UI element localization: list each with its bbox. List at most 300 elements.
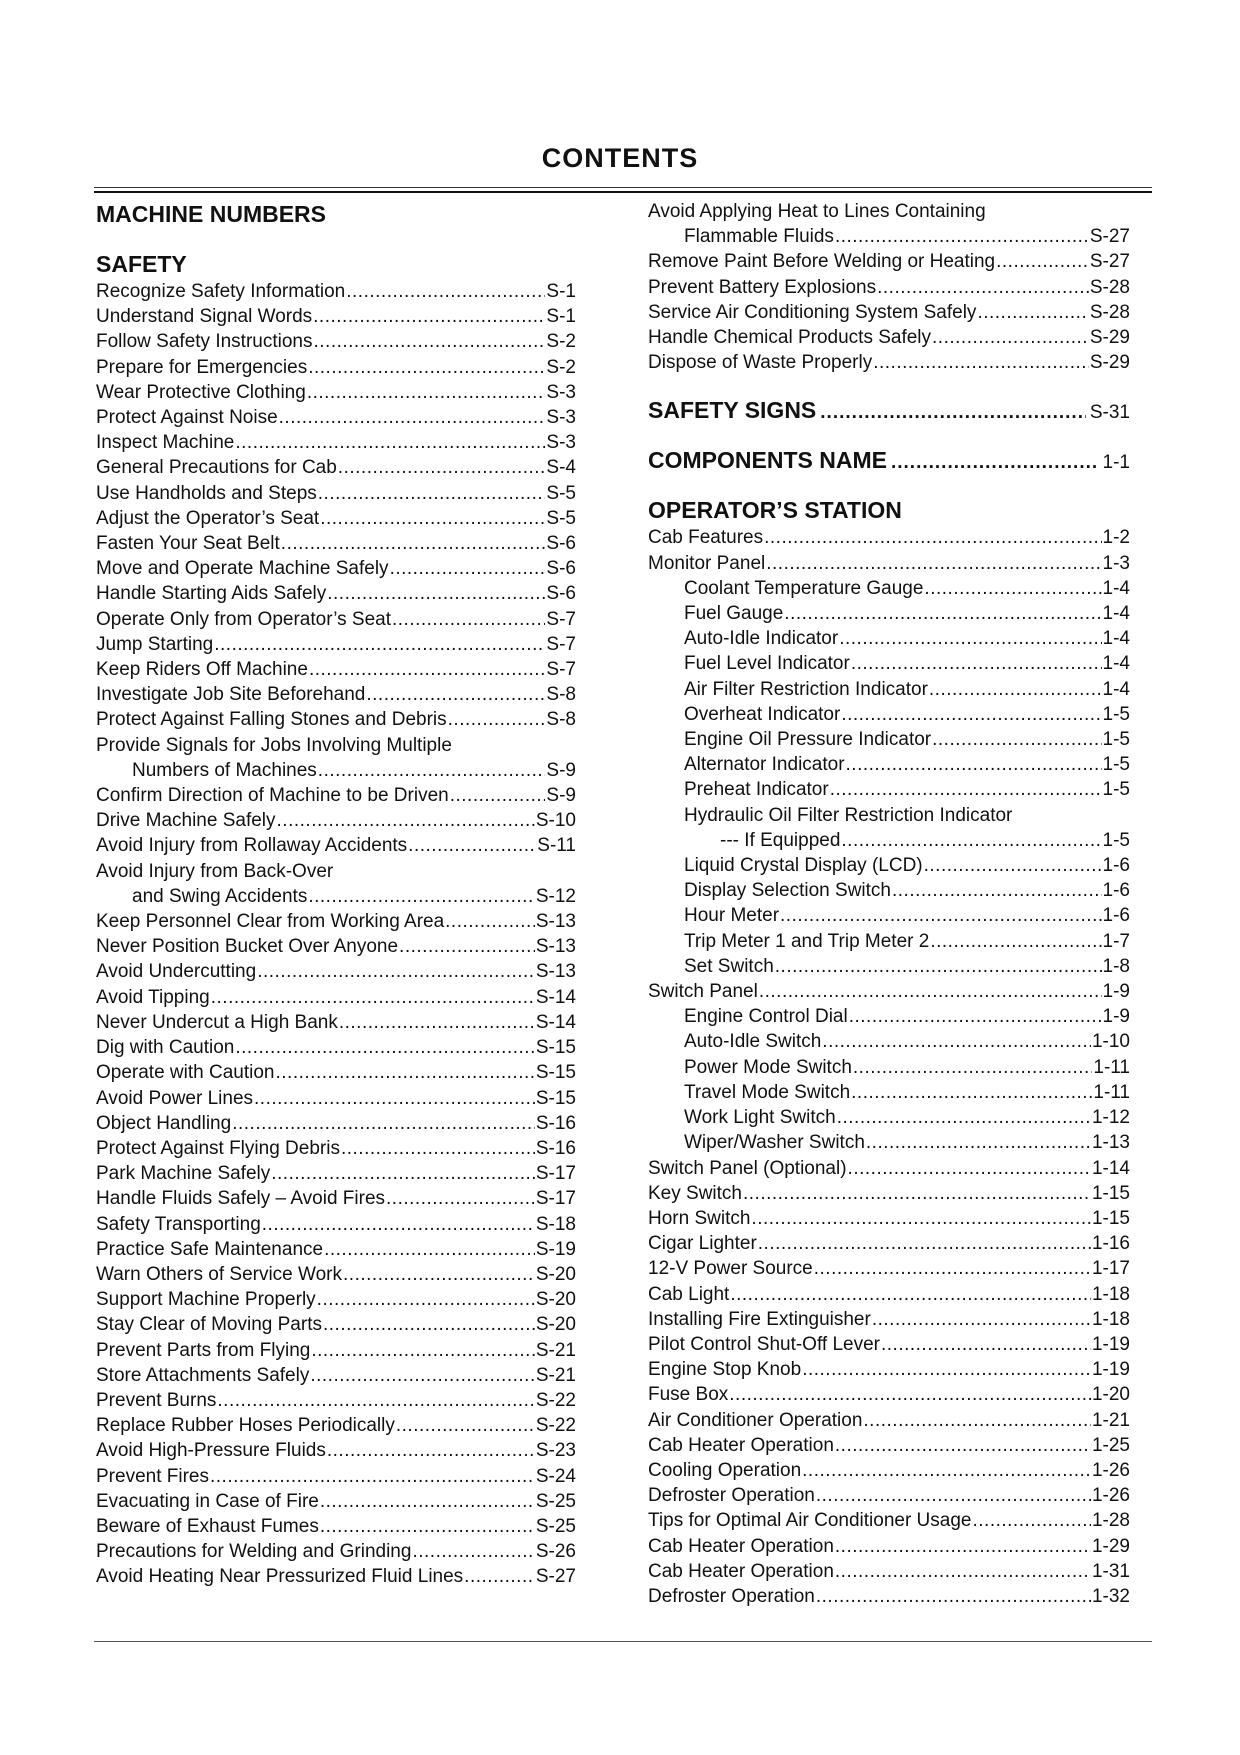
leader-dots	[399, 934, 535, 959]
toc-entry[interactable]	[96, 1287, 576, 1312]
entry-title: Avoid Tipping	[96, 986, 210, 1008]
toc-entry[interactable]	[96, 531, 576, 556]
leader-dots	[313, 304, 545, 329]
leader-dots	[396, 1413, 535, 1438]
page-number: S-7	[546, 659, 576, 681]
page-number: S-29	[1089, 327, 1130, 349]
entry-title: Avoid High-Pressure Fluids	[96, 1440, 326, 1462]
heading-safety[interactable]: SAFETY	[96, 251, 187, 277]
page-number: S-14	[535, 986, 576, 1008]
entry-title: Keep Riders Off Machine	[96, 659, 308, 681]
toc-entry[interactable]	[96, 1539, 576, 1564]
page-number: S-11	[537, 835, 576, 857]
leader-dots	[863, 1408, 1091, 1433]
leader-dots	[327, 581, 545, 606]
page-number: S-13	[535, 911, 576, 933]
page-number: 1-8	[1102, 955, 1130, 977]
page-number: 1-9	[1102, 981, 1130, 1003]
toc-entry[interactable]	[96, 430, 576, 455]
page-number: S-22	[535, 1389, 576, 1411]
entry-title: Cab Heater Operation	[648, 1434, 834, 1456]
entry-title: Operate Only from Operator’s Seat	[96, 608, 391, 630]
toc-entry[interactable]	[648, 551, 1130, 576]
heading-components-name[interactable]	[648, 445, 1130, 475]
entry-title: Park Machine Safely	[96, 1163, 271, 1185]
toc-entry[interactable]	[96, 758, 576, 783]
leader-dots	[802, 1458, 1091, 1483]
leader-dots	[276, 1060, 535, 1085]
toc-entry[interactable]	[96, 355, 576, 380]
page-number: S-15	[535, 1087, 576, 1109]
leader-dots	[872, 1307, 1091, 1332]
page-number: 1-18	[1091, 1283, 1130, 1305]
toc-entry[interactable]	[96, 380, 576, 405]
toc-entry[interactable]	[648, 929, 1130, 954]
leader-dots	[730, 1282, 1091, 1307]
toc-entry[interactable]	[96, 556, 576, 581]
entry-title: Hour Meter	[684, 905, 780, 927]
leader-dots	[814, 1256, 1091, 1281]
entry-title: Numbers of Machines	[132, 759, 317, 781]
toc-entry[interactable]	[96, 1237, 576, 1262]
page-number: S-24	[535, 1465, 576, 1487]
page-number: S-1	[546, 306, 576, 328]
entry-title: Engine Oil Pressure Indicator	[684, 729, 932, 751]
toc-entry[interactable]	[96, 1363, 576, 1388]
toc-entry[interactable]	[648, 576, 1130, 601]
toc-entry[interactable]	[648, 677, 1130, 702]
entry-title: Horn Switch	[648, 1207, 751, 1229]
entry-title: Protect Against Falling Stones and Debris	[96, 709, 447, 731]
leader-dots	[232, 1111, 535, 1136]
toc-entry[interactable]	[96, 304, 576, 329]
leader-dots	[408, 833, 536, 858]
page-number: S-6	[546, 533, 576, 555]
toc-entry[interactable]	[648, 1256, 1130, 1281]
page-number: S-1	[546, 281, 576, 302]
toc-entry[interactable]	[96, 1010, 576, 1035]
entry-title: Pilot Control Shut-Off Lever	[648, 1333, 880, 1355]
leader-dots	[780, 903, 1102, 928]
page-number: 1-21	[1091, 1409, 1130, 1431]
entry-title: Engine Control Dial	[684, 1006, 848, 1028]
toc-entry[interactable]	[96, 1060, 576, 1085]
page-number: 1-20	[1091, 1384, 1130, 1406]
page-number: S-25	[535, 1490, 576, 1512]
toc-entry[interactable]	[96, 1388, 576, 1413]
leader-dots	[412, 1539, 534, 1564]
leader-dots	[835, 1559, 1091, 1584]
entry-title: Prevent Parts from Flying	[96, 1339, 311, 1361]
toc-entry[interactable]: Avoid Injury from Back-Over	[96, 860, 334, 882]
toc-entry[interactable]	[648, 903, 1130, 928]
toc-entry[interactable]	[96, 682, 576, 707]
toc-entry[interactable]	[648, 1332, 1130, 1357]
toc-entry[interactable]	[648, 1080, 1130, 1105]
entry-title: Recognize Safety Information	[96, 281, 346, 302]
leader-dots	[816, 1584, 1091, 1609]
page-number: 1-5	[1102, 779, 1130, 801]
toc-entry[interactable]	[96, 329, 576, 354]
toc-entry[interactable]	[96, 506, 576, 531]
entry-title: Fuse Box	[648, 1384, 729, 1406]
leader-dots	[311, 1338, 535, 1363]
entry-title: Power Mode Switch	[684, 1056, 852, 1078]
entry-title: Investigate Job Site Beforehand	[96, 684, 366, 706]
toc-entry[interactable]: Hydraulic Oil Filter Restriction Indicator	[684, 804, 1013, 826]
page-number: S-19	[535, 1238, 576, 1260]
page-number: S-12	[535, 885, 576, 907]
page-number: S-26	[535, 1541, 576, 1563]
page-number: S-5	[546, 482, 576, 504]
entry-title: Remove Paint Before Welding or Heating	[648, 251, 996, 273]
entry-title: Dispose of Waste Properly	[648, 352, 873, 374]
toc-entry[interactable]	[648, 651, 1130, 676]
leader-dots	[320, 1489, 535, 1514]
leader-dots	[932, 325, 1089, 350]
toc-entry[interactable]	[96, 707, 576, 732]
toc-entry[interactable]	[648, 1029, 1130, 1054]
toc-entry[interactable]	[648, 350, 1130, 375]
toc-entry[interactable]	[96, 1564, 576, 1589]
entry-title: Keep Personnel Clear from Working Area	[96, 911, 445, 933]
toc-entry[interactable]	[648, 1508, 1130, 1533]
toc-entry[interactable]	[96, 1136, 576, 1161]
toc-entry[interactable]	[648, 1004, 1130, 1029]
page-number: S-16	[535, 1112, 576, 1134]
leader-dots	[766, 551, 1101, 576]
operators-station-entry-list	[648, 525, 1130, 1609]
leader-dots	[313, 329, 545, 354]
page-number: S-31	[1089, 402, 1130, 424]
leader-dots	[837, 1105, 1091, 1130]
entry-title: Adjust the Operator’s Seat	[96, 507, 320, 529]
page-number: 1-26	[1091, 1485, 1130, 1507]
leader-dots	[366, 682, 545, 707]
toc-entry[interactable]	[648, 702, 1130, 727]
page-number: S-28	[1089, 301, 1130, 323]
toc-entry[interactable]	[96, 581, 576, 606]
page-number: 1-29	[1091, 1535, 1130, 1557]
heading-operators-station[interactable]: OPERATOR’S STATION	[648, 497, 902, 524]
leader-dots	[802, 1357, 1091, 1382]
entry-title: Wiper/Washer Switch	[684, 1132, 865, 1154]
toc-entry[interactable]	[648, 1282, 1130, 1307]
toc-entry[interactable]	[648, 1433, 1130, 1458]
entry-title: Cab Heater Operation	[648, 1560, 834, 1582]
toc-entry[interactable]	[96, 1212, 576, 1237]
safety-entry-list	[96, 279, 576, 1590]
page-number: 1-17	[1091, 1258, 1130, 1280]
leader-dots	[279, 405, 546, 430]
entry-title: Set Switch	[684, 955, 774, 977]
entry-title: 12-V Power Source	[648, 1258, 813, 1280]
toc-entry[interactable]	[96, 1086, 576, 1111]
page-number: 1-5	[1102, 829, 1130, 851]
toc-entry[interactable]	[648, 752, 1130, 777]
toc-entry[interactable]	[96, 1338, 576, 1363]
entry-title: Replace Rubber Hoses Periodically	[96, 1415, 395, 1437]
page-number: S-3	[546, 407, 576, 429]
entry-title: Cab Heater Operation	[648, 1535, 834, 1557]
page-number: S-10	[535, 810, 576, 832]
entry-title: Work Light Switch	[684, 1107, 836, 1129]
leader-dots	[217, 1388, 534, 1413]
toc-entry[interactable]	[648, 954, 1130, 979]
toc-entry[interactable]	[96, 985, 576, 1010]
leader-dots	[235, 1035, 535, 1060]
entry-title: Move and Operate Machine Safely	[96, 558, 389, 580]
entry-title: Never Undercut a High Bank	[96, 1011, 338, 1033]
entry-title: Support Machine Properly	[96, 1289, 316, 1311]
toc-entry[interactable]	[648, 1382, 1130, 1407]
toc-entry[interactable]	[648, 249, 1130, 274]
footer-rule	[94, 1641, 1152, 1642]
toc-entry[interactable]	[96, 657, 576, 682]
page-number: S-17	[535, 1188, 576, 1210]
entry-title: Overheat Indicator	[684, 703, 841, 725]
toc-entry[interactable]	[648, 1105, 1130, 1130]
page-number: S-6	[546, 558, 576, 580]
leader-dots	[346, 279, 545, 304]
entry-title: Handle Chemical Products Safely	[648, 327, 932, 349]
toc-entry[interactable]	[96, 1438, 576, 1463]
toc-entry[interactable]	[648, 1156, 1130, 1181]
leader-dots	[343, 1262, 535, 1287]
toc-entry[interactable]	[96, 934, 576, 959]
toc-entry[interactable]	[648, 1055, 1130, 1080]
toc-entry[interactable]	[648, 1206, 1130, 1231]
toc-entry[interactable]	[648, 1231, 1130, 1256]
toc-entry[interactable]	[96, 1035, 576, 1060]
leader-dots	[339, 1010, 535, 1035]
toc-entry[interactable]	[96, 1312, 576, 1337]
leader-dots	[386, 1186, 535, 1211]
entry-title: Handle Starting Aids Safely	[96, 583, 327, 605]
page-number: 1-5	[1102, 754, 1130, 776]
toc-entry[interactable]	[648, 878, 1130, 903]
page-number: S-23	[535, 1440, 576, 1462]
leader-dots	[835, 1534, 1091, 1559]
page-number: 1-18	[1091, 1308, 1130, 1330]
page-number: S-15	[535, 1062, 576, 1084]
page-number: S-3	[546, 432, 576, 454]
page-number: S-22	[535, 1415, 576, 1437]
page-number: 1-1	[1102, 452, 1130, 474]
toc-entry[interactable]	[648, 1408, 1130, 1433]
leader-dots	[820, 402, 1086, 424]
page-number: 1-19	[1091, 1359, 1130, 1381]
entry-title: Use Handholds and Steps	[96, 482, 317, 504]
entry-title: Drive Machine Safely	[96, 810, 276, 832]
toc-entry[interactable]	[96, 481, 576, 506]
toc-entry[interactable]	[96, 833, 576, 858]
leader-dots	[758, 1231, 1091, 1256]
entry-title: Protect Against Flying Debris	[96, 1137, 340, 1159]
toc-entry[interactable]: Provide Signals for Jobs Involving Multiple	[96, 734, 452, 756]
toc-entry[interactable]	[96, 1464, 576, 1489]
toc-entry[interactable]	[96, 1186, 576, 1211]
leader-dots	[341, 1136, 535, 1161]
toc-entry[interactable]	[648, 1483, 1130, 1508]
page-number: S-27	[535, 1566, 576, 1588]
toc-entry[interactable]	[648, 224, 1130, 249]
toc-entry[interactable]	[648, 1559, 1130, 1584]
page-number: S-8	[546, 684, 576, 706]
leader-dots	[324, 1237, 535, 1262]
toc-entry[interactable]	[648, 601, 1130, 626]
entry-title: Tips for Optimal Air Conditioner Usage	[648, 1510, 972, 1532]
entry-title: Stay Clear of Moving Parts	[96, 1314, 322, 1336]
page-number: 1-15	[1091, 1207, 1130, 1229]
leader-dots	[307, 380, 546, 405]
entry-title: Cab Light	[648, 1283, 730, 1305]
toc-entry[interactable]	[96, 808, 576, 833]
toc-entry[interactable]	[648, 1458, 1130, 1483]
toc-entry[interactable]	[648, 828, 1130, 853]
leader-dots	[254, 1086, 535, 1111]
entry-title: Precautions for Welding and Grinding	[96, 1541, 412, 1563]
leader-dots	[996, 249, 1089, 274]
toc-entry[interactable]	[648, 727, 1130, 752]
toc-entry[interactable]	[96, 783, 576, 808]
leader-dots	[835, 224, 1089, 249]
leader-dots	[866, 1130, 1091, 1155]
leader-dots	[320, 1514, 535, 1539]
toc-entry[interactable]	[96, 1111, 576, 1136]
page-number: 1-11	[1093, 1056, 1130, 1078]
leader-dots	[308, 355, 545, 380]
entry-title: Display Selection Switch	[684, 880, 891, 902]
leader-dots	[262, 1212, 535, 1237]
toc-entry[interactable]	[648, 979, 1130, 1004]
entry-title: Trip Meter 1 and Trip Meter 2	[684, 930, 930, 952]
toc-entry[interactable]	[96, 1262, 576, 1287]
entry-title: Defroster Operation	[648, 1585, 815, 1607]
leader-dots	[257, 959, 535, 984]
leader-dots	[881, 1332, 1091, 1357]
page-number: S-20	[535, 1289, 576, 1311]
toc-entry[interactable]	[648, 1181, 1130, 1206]
page-number: S-25	[535, 1515, 576, 1537]
toc-entry[interactable]	[648, 777, 1130, 802]
page-number: 1-13	[1091, 1132, 1130, 1154]
leader-dots	[309, 657, 545, 682]
toc-entry[interactable]	[96, 959, 576, 984]
entry-title: Safety Transporting	[96, 1213, 261, 1235]
toc-entry[interactable]	[96, 1489, 576, 1514]
entry-title: Avoid Injury from Rollaway Accidents	[96, 835, 408, 857]
leader-dots	[317, 1287, 535, 1312]
leader-dots	[281, 531, 546, 556]
toc-entry[interactable]	[96, 909, 576, 934]
toc-entry[interactable]	[648, 1534, 1130, 1559]
leader-dots	[924, 576, 1101, 601]
toc-entry[interactable]	[648, 525, 1130, 550]
page-number: S-13	[535, 936, 576, 958]
toc-entry[interactable]	[648, 626, 1130, 651]
toc-entry[interactable]	[96, 607, 576, 632]
entry-title: Wear Protective Clothing	[96, 381, 306, 403]
toc-entry[interactable]	[96, 1161, 576, 1186]
page-number: S-13	[535, 961, 576, 983]
toc-entry[interactable]	[648, 1357, 1130, 1382]
entry-title: Monitor Panel	[648, 552, 766, 574]
entry-title: Alternator Indicator	[684, 754, 845, 776]
entry-title: Cigar Lighter	[648, 1233, 757, 1255]
toc-entry[interactable]	[96, 1413, 576, 1438]
toc-entry[interactable]	[96, 1514, 576, 1539]
toc-entry[interactable]	[648, 1130, 1130, 1155]
leader-dots	[210, 1464, 535, 1489]
toc-entry[interactable]	[648, 325, 1130, 350]
entry-title: Travel Mode Switch	[684, 1081, 851, 1103]
toc-entry[interactable]	[96, 279, 576, 304]
page-number: S-8	[546, 709, 576, 731]
leader-dots	[851, 1080, 1092, 1105]
leader-dots	[445, 909, 535, 934]
leader-dots	[846, 752, 1102, 777]
page-number: 1-4	[1102, 628, 1130, 650]
leader-dots	[277, 808, 535, 833]
entry-title: Dig with Caution	[96, 1037, 235, 1059]
leader-dots	[318, 758, 546, 783]
leader-dots	[775, 954, 1102, 979]
toc-entry[interactable]	[96, 455, 576, 480]
page-number: S-17	[535, 1163, 576, 1185]
heading-machine-numbers[interactable]: MACHINE NUMBERS	[96, 201, 326, 227]
toc-entry[interactable]	[648, 853, 1130, 878]
toc-entry[interactable]	[648, 1307, 1130, 1332]
toc-entry[interactable]	[96, 884, 576, 909]
toc-entry[interactable]	[648, 275, 1130, 300]
page-number: S-4	[546, 457, 576, 479]
leader-dots	[930, 929, 1101, 954]
page-number: 1-6	[1102, 855, 1130, 877]
leader-dots	[924, 853, 1102, 878]
entry-title: Installing Fire Extinguisher	[648, 1308, 871, 1330]
toc-entry[interactable]: Avoid Applying Heat to Lines Containing	[648, 201, 986, 222]
toc-entry[interactable]	[648, 300, 1130, 325]
page-number: 1-31	[1091, 1560, 1130, 1582]
entry-title: Practice Safe Maintenance	[96, 1238, 324, 1260]
entry-title: Inspect Machine	[96, 432, 235, 454]
toc-entry[interactable]	[96, 405, 576, 430]
heading-safety-signs[interactable]	[648, 395, 1130, 425]
entry-title: Flammable Fluids	[684, 226, 834, 248]
leader-dots	[211, 985, 535, 1010]
page-number: S-7	[546, 608, 576, 630]
entry-title: Service Air Conditioning System Safely	[648, 301, 977, 323]
leader-dots	[338, 455, 546, 480]
page-number: 1-3	[1102, 552, 1130, 574]
page-number: 1-7	[1102, 930, 1130, 952]
leader-dots	[751, 1206, 1091, 1231]
entry-title: Store Attachments Safely	[96, 1364, 310, 1386]
entry-title: Avoid Heating Near Pressurized Fluid Lines	[96, 1566, 464, 1588]
leader-dots	[822, 1029, 1091, 1054]
toc-entry[interactable]	[96, 632, 576, 657]
leader-dots	[784, 601, 1101, 626]
toc-right-column	[648, 199, 1130, 1609]
entry-title: Fuel Level Indicator	[684, 653, 850, 675]
entry-title: Defroster Operation	[648, 1485, 815, 1507]
toc-entry[interactable]	[648, 1584, 1130, 1609]
header-rule	[94, 187, 1152, 193]
page-number: 1-2	[1102, 527, 1130, 549]
entry-title: Cooling Operation	[648, 1459, 802, 1481]
leader-dots	[851, 651, 1102, 676]
